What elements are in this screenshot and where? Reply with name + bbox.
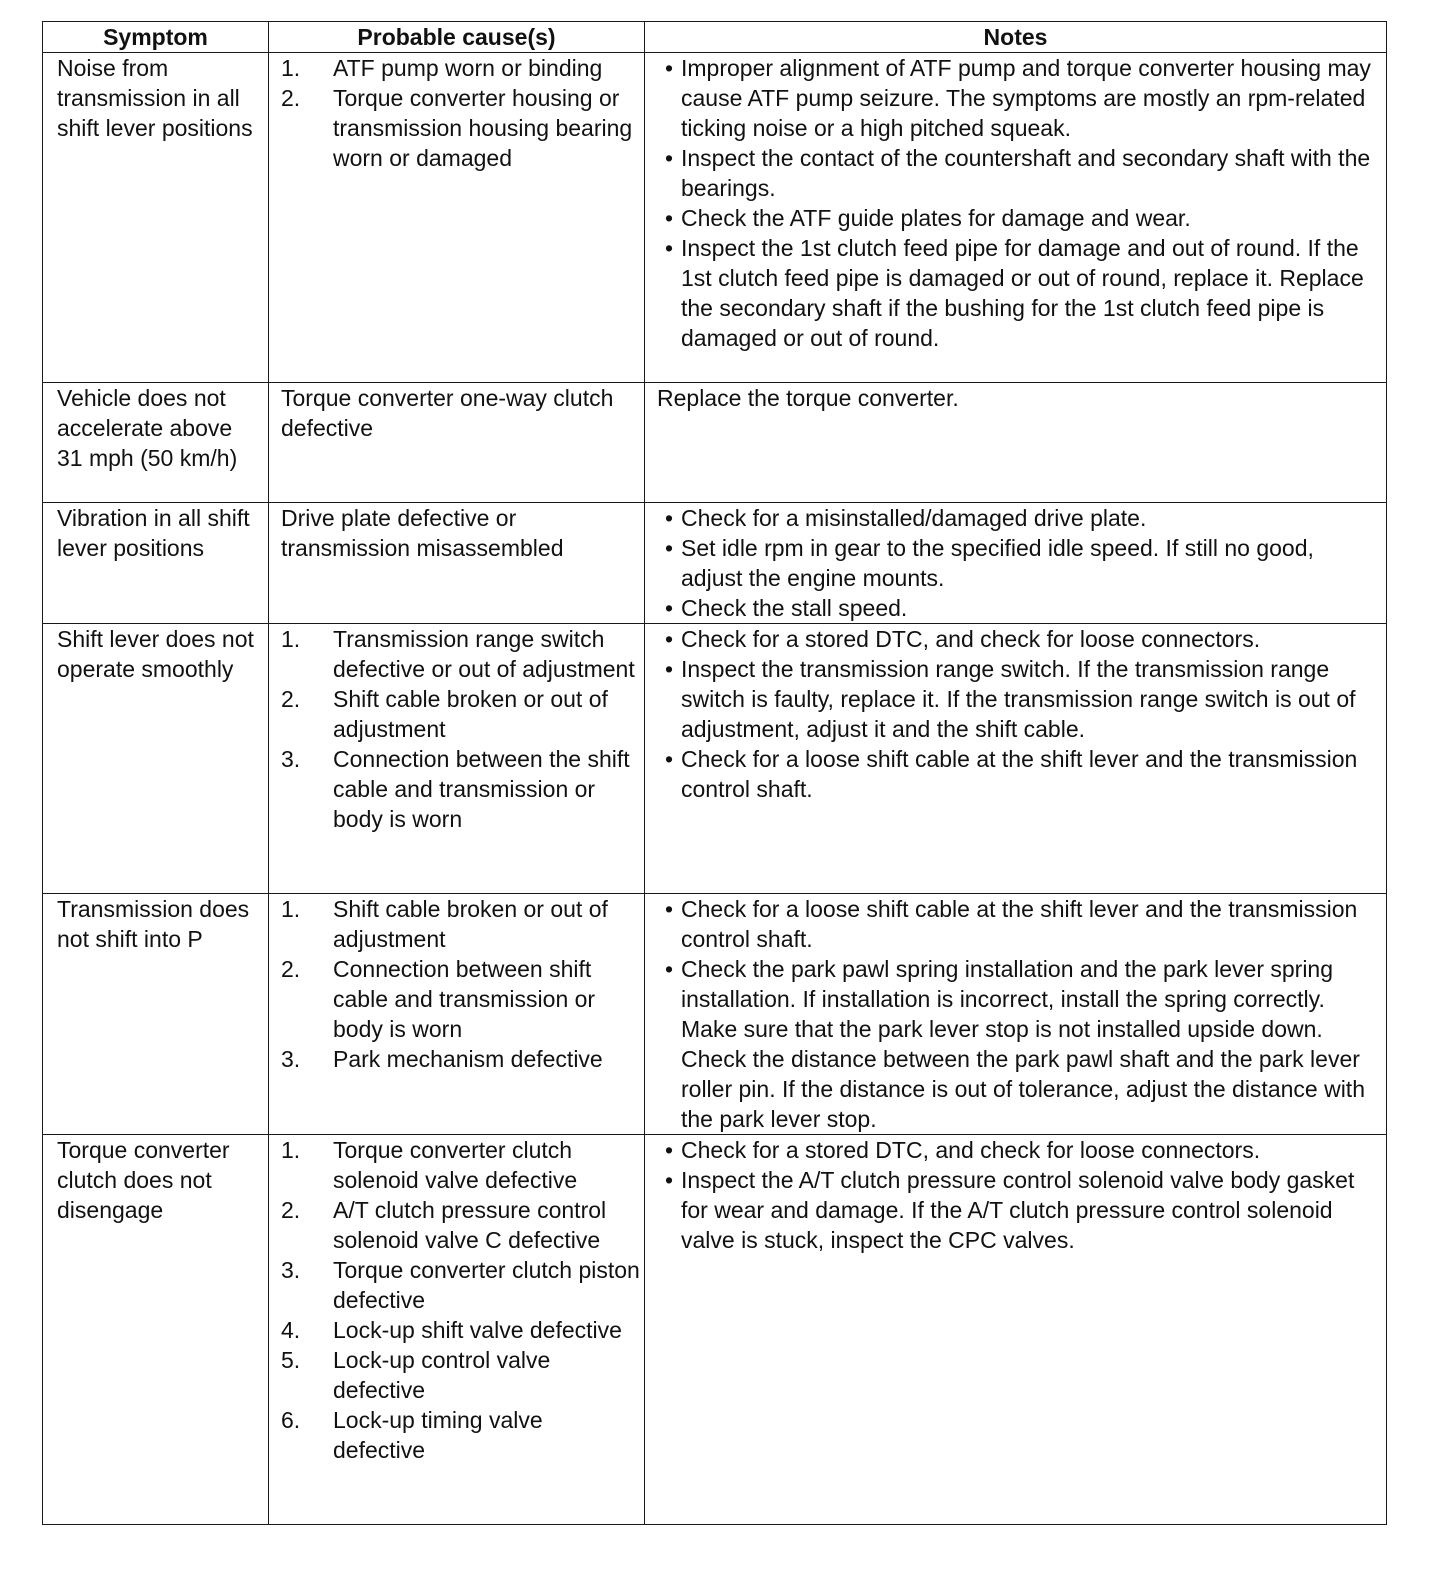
cause-cell — [269, 1135, 645, 1525]
cause-cell: Drive plate defective or transmission misassembled — [269, 503, 645, 624]
note-item: • Check for a stored DTC, and check for loose connectors. — [664, 1137, 1261, 1163]
symptom-column-header: Symptom — [43, 22, 269, 53]
cause-cell — [269, 894, 645, 1135]
note-item: • Improper alignment of ATF pump and torque converter housing may cause ATF pump seizure. The symptoms are mostly an rpm-related ticking noise or a high pitched squeak. — [664, 55, 1371, 141]
notes-cell — [645, 503, 1387, 624]
cause-item: 2. Connection between shift cable and transmission or body is worn — [281, 956, 596, 1042]
notes-cell — [645, 894, 1387, 1135]
table-row — [43, 383, 1387, 503]
cause-list — [281, 624, 640, 834]
notes-list — [657, 1135, 1380, 1255]
troubleshooting-table — [42, 21, 1387, 1525]
cause-list — [281, 53, 640, 173]
cause-item: 1. Transmission range switch defective or out of adjustment — [281, 626, 635, 682]
cause-list — [281, 1135, 640, 1465]
table-row — [43, 53, 1387, 383]
symptom-cell: Transmission does not shift into P — [43, 894, 269, 1135]
cause-item: 3. Park mechanism defective — [281, 1046, 603, 1072]
symptom-cell: Shift lever does not operate smoothly — [43, 624, 269, 894]
notes-list — [657, 624, 1380, 804]
note-item: • Check the ATF guide plates for damage and wear. — [664, 205, 1191, 231]
notes-list — [657, 53, 1380, 353]
note-item: • Inspect the 1st clutch feed pipe for damage and out of round. If the 1st clutch feed pipe is damaged or out of round, replace it. Replace the secondary shaft if the bushing for the 1st clutch feed pipe is damaged or out of round. — [664, 235, 1364, 351]
cause-item: 1. Shift cable broken or out of adjustment — [281, 896, 608, 952]
symptom-cell: Vehicle does not accelerate above 31 mph (50 km/h) — [43, 383, 269, 503]
symptom-cell: Torque converter clutch does not disengage — [43, 1135, 269, 1525]
cause-item: 2. Shift cable broken or out of adjustment — [281, 686, 608, 742]
cause-item: 3. Torque converter clutch piston defective — [281, 1257, 640, 1313]
note-item: • Check for a loose shift cable at the shift lever and the transmission control shaft. — [664, 896, 1358, 952]
note-item: • Check the stall speed. — [664, 595, 908, 621]
note-item: • Inspect the transmission range switch. If the transmission range switch is faulty, replace it. If the transmission range switch is out of adjustment, adjust it and the shift cable. — [664, 656, 1356, 742]
note-item: • Check for a stored DTC, and check for loose connectors. — [664, 626, 1261, 652]
cause-item: 3. Connection between the shift cable and transmission or body is worn — [281, 746, 630, 832]
notes-cell — [645, 53, 1387, 383]
cause-item: 2. A/T clutch pressure control solenoid valve C defective — [281, 1197, 607, 1253]
cause-cell: Torque converter one-way clutch defective — [269, 383, 645, 503]
cause-cell — [269, 624, 645, 894]
cause-list — [281, 894, 640, 1074]
note-item: • Inspect the contact of the countershaft and secondary shaft with the bearings. — [664, 145, 1371, 201]
notes-list — [657, 503, 1380, 623]
cause-column-header: Probable cause(s) — [269, 22, 645, 53]
symptom-cell: Vibration in all shift lever positions — [43, 503, 269, 624]
note-item: • Set idle rpm in gear to the specified idle speed. If still no good, adjust the engine mounts. — [664, 535, 1314, 591]
note-item: • Check for a misinstalled/damaged drive plate. — [664, 505, 1147, 531]
cause-item: 1. ATF pump worn or binding — [281, 55, 603, 81]
cause-item: 4. Lock-up shift valve defective — [281, 1317, 622, 1343]
table-row — [43, 894, 1387, 1135]
table-row — [43, 503, 1387, 624]
note-item: • Check for a loose shift cable at the shift lever and the transmission control shaft. — [664, 746, 1358, 802]
cause-item: 1. Torque converter clutch solenoid valve defective — [281, 1137, 578, 1193]
note-item: • Inspect the A/T clutch pressure control solenoid valve body gasket for wear and damage. If the A/T clutch pressure control solenoid valve is stuck, inspect the CPC valves. — [664, 1167, 1355, 1253]
notes-cell — [645, 1135, 1387, 1525]
cause-cell — [269, 53, 645, 383]
note-item: • Check the park pawl spring installation and the park lever spring installation. If installation is incorrect, install the spring correctly. Make sure that the park lever stop is not installed upside down. Check the distance between the park pawl shaft and the park lever roller pin. If the distance is out of tolerance, adjust the distance with the park lever stop. — [664, 956, 1365, 1132]
notes-cell — [645, 624, 1387, 894]
table-row — [43, 624, 1387, 894]
notes-list — [657, 894, 1380, 1134]
symptom-cell: Noise from transmission in all shift lever positions — [43, 53, 269, 383]
notes-column-header: Notes — [645, 22, 1387, 53]
cause-item: 2. Torque converter housing or transmission housing bearing worn or damaged — [281, 85, 633, 171]
table-row — [43, 1135, 1387, 1525]
cause-item: 6. Lock-up timing valve defective — [281, 1407, 543, 1463]
notes-cell: Replace the torque converter. — [645, 383, 1387, 503]
header-row — [43, 22, 1387, 53]
cause-item: 5. Lock-up control valve defective — [281, 1347, 551, 1403]
